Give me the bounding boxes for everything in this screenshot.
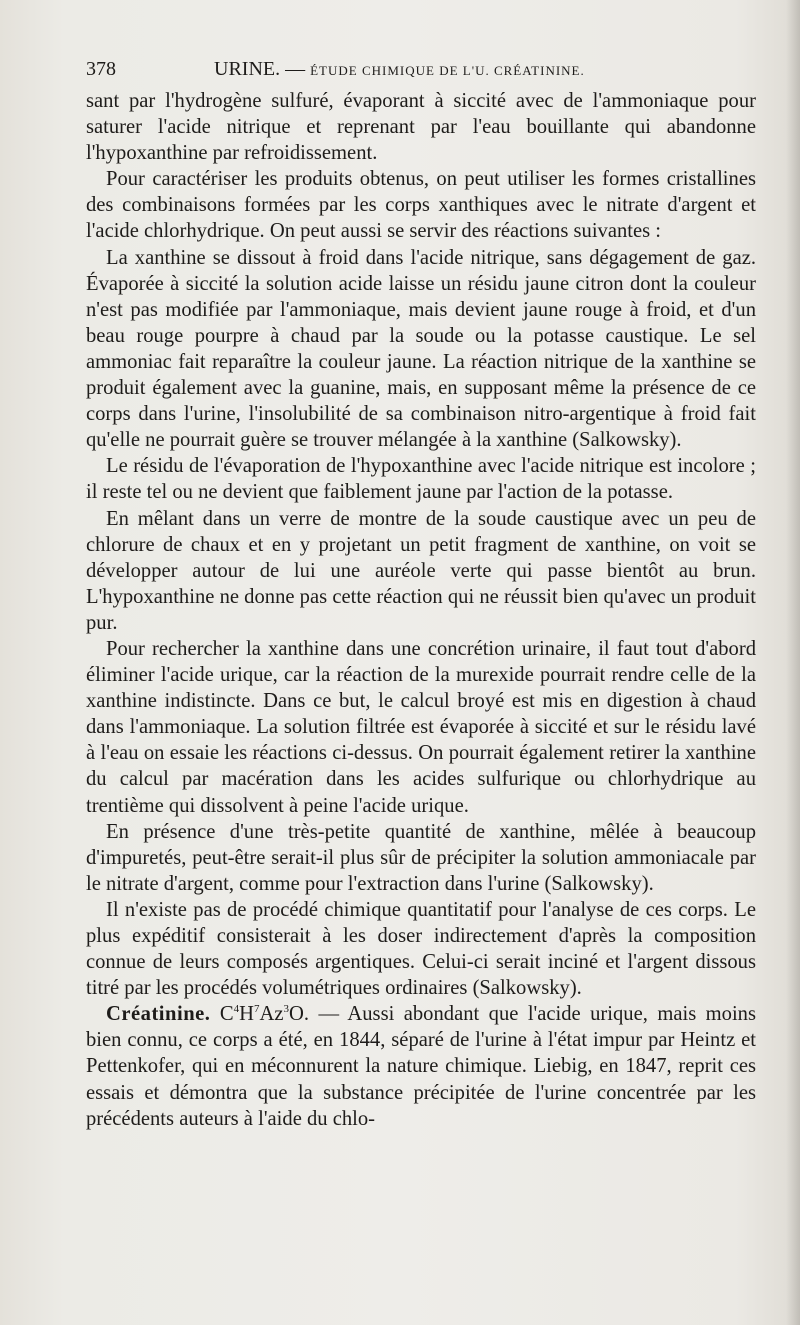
running-title [214,58,585,81]
paragraph: Pour rechercher la xanthine dans une concrétion urinaire, il faut tout d'abord éliminer l'acide urique, car la réaction de la murexide pourrait rendre celle de la xanthine indistincte. Dans ce but, le calcul broyé est mis en digestion à chaud dans l'ammoniaque. La solution filtrée est évaporée à siccité et sur le résidu lavé à l'eau on essaie les réactions ci-dessus. On pourrait également retirer la xanthine du calcul par macération dans les acides sulfurique ou chlorhydrique au trentième qui dissolvent à peine l'acide urique. [86,637,756,817]
paragraph: En mêlant dans un verre de montre de la soude caustique avec un peu de chlorure de chaux et en y projetant un petit fragment de xanthine, on voit se développer autour de lui une auréole verte qui passe bientôt au brun. L'hypoxanthine ne donne pas cette réaction qui ne réussit bien qu'avec un produit pur. [86,507,756,634]
running-title-sub: ÉTUDE CHIMIQUE DE L'U. CRÉATININE. [310,63,585,78]
paragraph: Le résidu de l'évaporation de l'hypoxanthine avec l'acide nitrique est incolore ; il reste tel ou ne devient que faiblement jaune par l'action de la potasse. [86,455,756,504]
running-title-dash: — [285,58,306,80]
page-number: 378 [86,58,116,80]
paragraph: En présence d'une très-petite quantité de xanthine, mêlée à beaucoup d'impuretés, peut-être serait-il plus sûr de précipiter la solution ammoniacale par le nitrate d'argent, comme pour l'extraction dans l'urine (Salkowsky). [86,820,756,895]
paragraph-creatinine [86,1001,756,1131]
body-text [86,88,756,1132]
running-header [86,58,766,84]
paragraph: Pour caractériser les produits obtenus, on peut utiliser les formes cristallines des combinaisons formées par les corps xanthiques avec le nitrate d'argent et l'acide chlorhydrique. On peut aussi se servir des réactions suivantes : [86,168,756,243]
section-heading-creatinine: Créatinine. [106,1003,211,1026]
creatinine-text: — Aussi abondant que l'acide urique, mais moins bien connu, ce corps a été, en 1844, séparé de l'urine à l'état impur par Heintz et Pettenkofer, qui en méconnurent la nature chimique. Liebig, en 1847, reprit ces essais et démontra que la substance précipitée de l'urine concentrée par les précédents auteurs à l'aide du chlo- [86,1003,756,1130]
paragraph-continuation: sant par l'hydrogène sulfuré, évaporant à siccité avec de l'ammoniaque pour saturer l'acide nitrique et reprenant par l'eau bouillante qui abandonne l'hypoxanthine par refroidissement. [86,90,756,165]
running-title-main: URINE. [214,58,281,80]
paragraph: Il n'existe pas de procédé chimique quantitatif pour l'analyse de ces corps. Le plus expéditif consisterait à les doser indirectement d'après la composition connue de leurs composés argentiques. Celui-ci serait inciné et l'argent dissous titré par les procédés volumétriques ordinaires (Salkowsky). [86,898,756,1000]
page-edge-shadow [786,0,800,1325]
paragraph: La xanthine se dissout à froid dans l'acide nitrique, sans dégagement de gaz. Évaporée à siccité la solution acide laisse un résidu jaune citron dont la couleur n'est pas modifiée par l'ammoniaque, mais devient jaune rouge à froid, et d'un beau rouge pourpre à chaud par la soude ou la potasse caustique. Le sel ammoniac fait reparaître la couleur jaune. La réaction nitrique de la xanthine se produit également avec la guanine, mais, en supposant même la présence de ce corps dans l'urine, l'insolubilité de sa combinaison nitro-argentique à froid fait qu'elle ne pourrait guère se trouver mélangée à la xanthine (Salkowsky). [86,246,756,452]
chemical-formula: $C^4H^7Az^3O$. [219,1003,310,1026]
